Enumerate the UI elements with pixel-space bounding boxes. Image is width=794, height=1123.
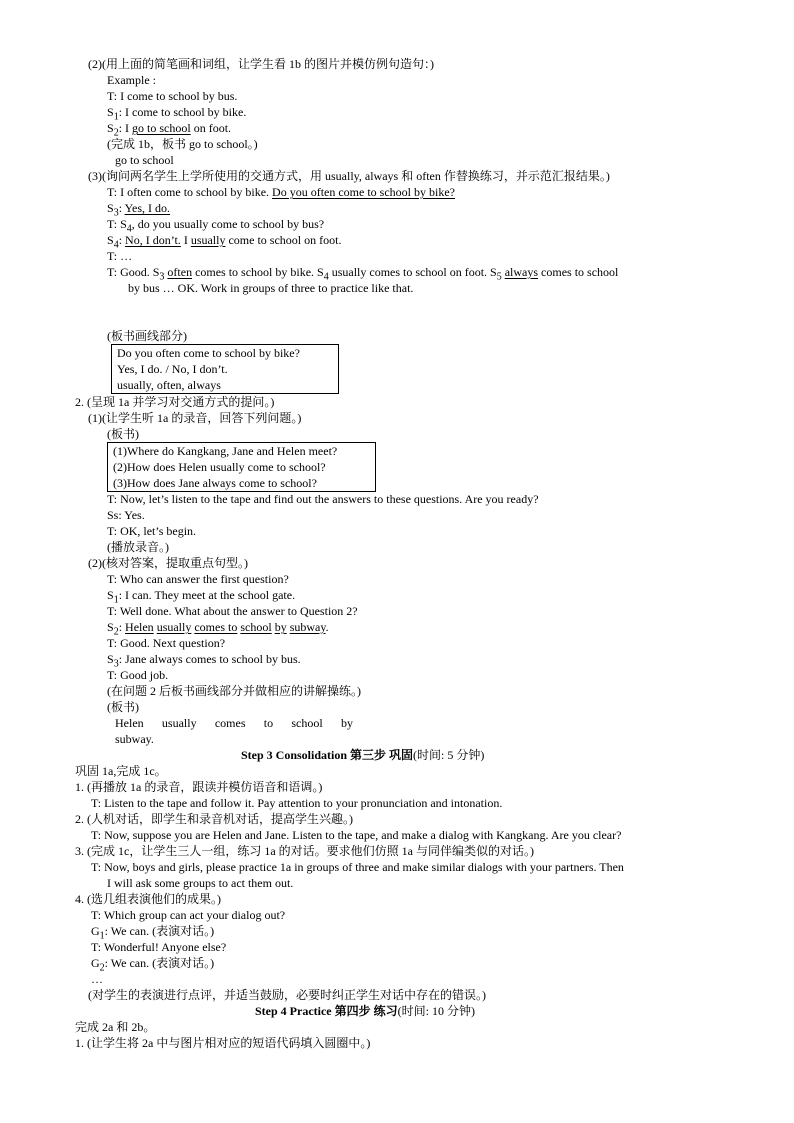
- note-line: (对学生的表演进行点评，并适当鼓励，必要时纠正学生对话中存在的错误。): [88, 988, 486, 1002]
- board-phrase: go to school: [115, 153, 174, 167]
- dialog-line: T: Listen to the tape and follow it. Pay attention to your pronunciation and intonation.: [91, 796, 503, 810]
- board-word: by: [341, 716, 353, 730]
- board-word: school: [291, 716, 323, 730]
- dialog-line: T: Who can answer the first question?: [107, 572, 289, 586]
- dialog-line: …: [91, 972, 103, 986]
- step-intro: 巩固 1a,完成 1c。: [75, 764, 167, 778]
- list-item: 1. (再播放 1a 的录音，跟读并模仿语音和语调。): [75, 780, 323, 794]
- dialog-line: T: Now, suppose you are Helen and Jane. Listen to the tape, and make a dialog with Kangkang. Are you clear?: [91, 828, 622, 842]
- note-line: (播放录音。): [107, 540, 169, 554]
- dialog-line: T: Now, let’s listen to the tape and find out the answers to these questions. Are you ready?: [107, 492, 539, 506]
- dialog-line: T: OK, let’s begin.: [107, 524, 197, 538]
- note-line: (在问题 2 后板书画线部分并做相应的讲解操练。): [107, 684, 361, 698]
- dialog-line: T: …: [107, 249, 133, 263]
- example-label: Example :: [107, 73, 156, 87]
- dialog-line: $S_3$: Jane always comes to school by bus.: [107, 652, 301, 670]
- section-heading: (3)(询问两名学生上学所使用的交通方式，用 usually, always 和 often 作替换练习，并示范汇报结果。): [88, 169, 610, 183]
- dialog-line: Ss: Yes.: [107, 508, 145, 522]
- dialog-line: T: I often come to school by bike. Do you often come to school by bike?: [107, 185, 455, 199]
- board-word: subway.: [115, 732, 154, 746]
- list-item: 1. (让学生将 2a 中与图片相对应的短语代码填入圆圈中。): [75, 1036, 371, 1050]
- question-line: (3)How does Jane always come to school?: [113, 476, 317, 490]
- dialog-line: $G_2$: We can. (表演对话。): [91, 956, 215, 974]
- question-box: [107, 442, 376, 492]
- question-line: (2)How does Helen usually come to school?: [113, 460, 326, 474]
- section-heading: 2. (呈现 1a 并学习对交通方式的提问。): [75, 395, 275, 409]
- step-title: Step 3 Consolidation 第三步 巩固(时间: 5 分钟): [241, 748, 485, 762]
- dialog-line: I will ask some groups to act them out.: [107, 876, 294, 890]
- board-line: Do you often come to school by bike?: [117, 346, 300, 360]
- board-words: [115, 715, 353, 731]
- dialog-line: $S_2$: I go to school on foot.: [107, 121, 232, 139]
- board-word: comes: [214, 716, 246, 730]
- board-line: Yes, I do. / No, I don’t.: [117, 362, 228, 376]
- board-word: usually: [161, 716, 197, 730]
- blackboard-box: [111, 344, 339, 394]
- dialog-line: $S_3$: Yes, I do.: [107, 201, 171, 219]
- dialog-line: T: I come to school by bus.: [107, 89, 238, 103]
- board-line: usually, often, always: [117, 378, 221, 392]
- board-word: Helen: [115, 716, 144, 730]
- dialog-line: T: Now, boys and girls, please practice 1a in groups of three and make similar dialogs with your partners. Then: [91, 860, 624, 874]
- list-item: 3. (完成 1c，让学生三人一组，练习 1a 的对话。要求他们仿照 1a 与同伴编类似的对话。): [75, 844, 534, 858]
- question-line: (1)Where do Kangkang, Jane and Helen meet?: [113, 444, 338, 458]
- note-line: (完成 1b，板书 go to school。): [107, 137, 258, 151]
- dialog-line: $S_1$: I can. They meet at the school gate.: [107, 588, 296, 606]
- dialog-line: $S_4$: No, I don’t. I usually come to school on foot.: [107, 233, 342, 251]
- dialog-line: T: Wonderful! Anyone else?: [91, 940, 227, 954]
- dialog-line: by bus … OK. Work in groups of three to practice like that.: [128, 281, 414, 295]
- board-word: to: [263, 716, 274, 730]
- dialog-line: $S_2$: Helen usually comes to school by subway.: [107, 620, 329, 638]
- dialog-line: T: Well done. What about the answer to Question 2?: [107, 604, 358, 618]
- dialog-line: T: Which group can act your dialog out?: [91, 908, 286, 922]
- dialog-line: $G_1$: We can. (表演对话。): [91, 924, 215, 942]
- dialog-line: T: Good job.: [107, 668, 169, 682]
- section-heading: (2)(用上面的简笔画和词组，让学生看 1b 的图片并模仿例句造句：): [88, 57, 434, 71]
- step-title: Step 4 Practice 第四步 练习(时间: 10 分钟): [255, 1004, 475, 1018]
- board-label: (板书): [107, 427, 139, 441]
- list-item: 4. (选几组表演他们的成果。): [75, 892, 221, 906]
- dialog-line: $S_1$: I come to school by bike.: [107, 105, 247, 123]
- board-label: (板书): [107, 700, 139, 714]
- dialog-line: T: $S_4$, do you usually come to school by bus?: [107, 217, 325, 235]
- step-intro: 完成 2a 和 2b。: [75, 1020, 156, 1034]
- dialog-line: T: Good. Next question?: [107, 636, 226, 650]
- board-label: (板书画线部分): [107, 329, 187, 343]
- sub-heading: (1)(让学生听 1a 的录音，回答下列问题。): [88, 411, 302, 425]
- dialog-line: T: Good. $S_3$ often comes to school by bike. $S_4$ usually comes to school on foot. $S_5$ always comes to school: [107, 265, 619, 283]
- sub-heading: (2)(核对答案，提取重点句型。): [88, 556, 248, 570]
- list-item: 2. (人机对话，即学生和录音机对话，提高学生兴趣。): [75, 812, 353, 826]
